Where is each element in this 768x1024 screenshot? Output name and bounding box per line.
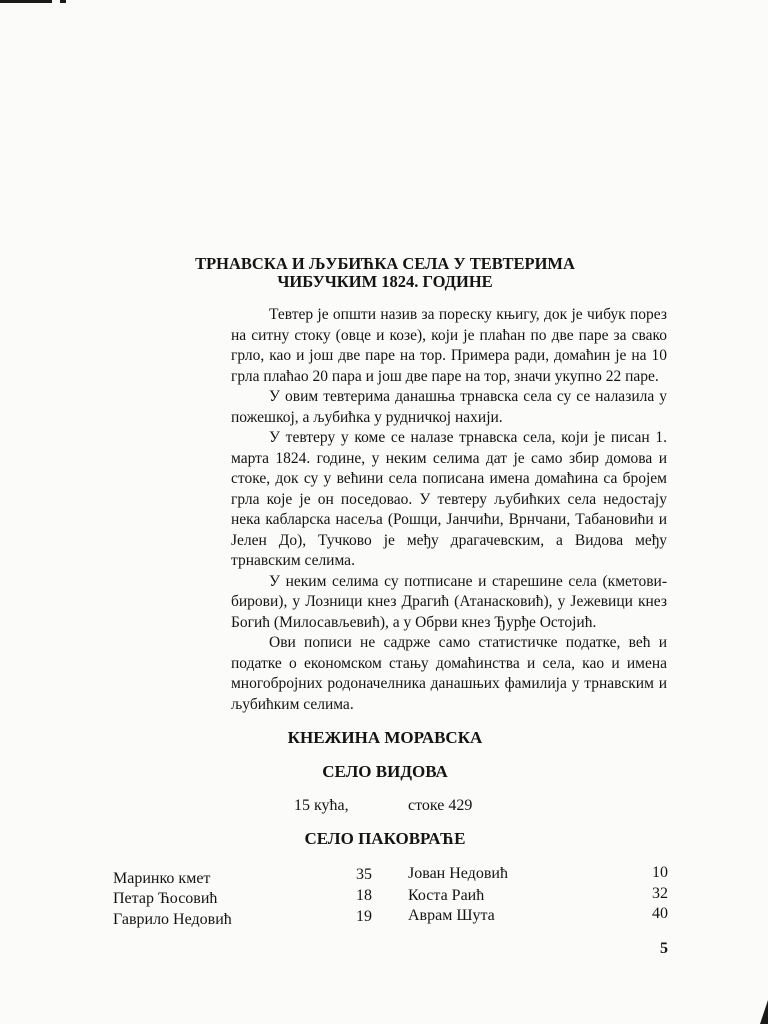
household-value: 40 bbox=[652, 905, 668, 922]
paragraph: У тевтеру у коме се налазе трнавска села, који је писан 1. марта 1824. године, у неким селима дат је само збир домова и стоке, док су у већини села пописана имена домаћина са бројем грла које је он поседовао. У тевтеру љубићких села недостају нека кабларска насеља (Рошци, Јанчићи, Врнчани, Табановићи и Јелен До), Тучково је међу драгачевским, а Видова међу трнавским селима. bbox=[231, 429, 667, 569]
household-value: 35 bbox=[356, 866, 372, 883]
household-name: Аврам Шута bbox=[408, 907, 495, 924]
vidova-houses: 15 кућа, bbox=[294, 797, 349, 814]
section-heading-pakovrace: СЕЛО ПАКОВРАЋЕ bbox=[304, 829, 466, 848]
household-value: 32 bbox=[652, 885, 668, 902]
scan-edge-mark bbox=[0, 0, 52, 3]
household-name: Јован Недовић bbox=[408, 865, 508, 882]
section-heading-knezina: КНЕЖИНА МОРАВСКА bbox=[287, 728, 483, 747]
household-name: Петар Ћосовић bbox=[113, 890, 218, 907]
paragraph: У неким селима су потписане и старешине села (кметови-бирови), у Лозници кнез Драгић (Атанасковић), у Јежевици кнез Богић (Милосављевић), а у Обрви кнез Ђурђе Остојић. bbox=[231, 572, 667, 631]
household-value: 10 bbox=[652, 864, 668, 881]
household-name: Коста Раић bbox=[408, 887, 485, 904]
household-name: Маринко кмет bbox=[113, 870, 211, 887]
scan-edge-mark bbox=[60, 0, 66, 3]
paragraph: У овим тевтерима данашња трнавска села су се налазила у пожешкој, а љубићка у рудничкој нахији. bbox=[231, 388, 667, 426]
household-value: 19 bbox=[356, 908, 372, 925]
household-value: 18 bbox=[356, 887, 372, 904]
page-title-line-2: ЧИБУЧКИМ 1824. ГОДИНЕ bbox=[277, 272, 493, 291]
paragraph: Тевтер је општи назив за пореску књигу, док је чибук порез на ситну стоку (овце и козе), који је плаћан по две паре за свако грло, као и још две паре на тор. Примера ради, домаћин је на 10 грла плаћао 20 пара и још две паре на тор, значи укупно 22 паре. bbox=[231, 306, 667, 385]
body-text bbox=[231, 305, 667, 715]
section-heading-vidova: СЕЛО ВИДОВА bbox=[322, 762, 448, 781]
page-number: 5 bbox=[660, 940, 668, 957]
vidova-stock: стоке 429 bbox=[408, 797, 473, 814]
household-name: Гаврило Недовић bbox=[113, 911, 232, 928]
page-title-line-1: ТРНАВСКА И ЉУБИЋКА СЕЛА У ТЕВТЕРИМА bbox=[195, 254, 575, 273]
paragraph: Ови пописи не садрже само статистичке податке, већ и податке о економском стању домаћинства и села, као и имена многобројних родоначелника данашњих фамилија у трнавским и љубићким селима. bbox=[231, 634, 667, 713]
scan-edge-mark bbox=[760, 1000, 768, 1024]
